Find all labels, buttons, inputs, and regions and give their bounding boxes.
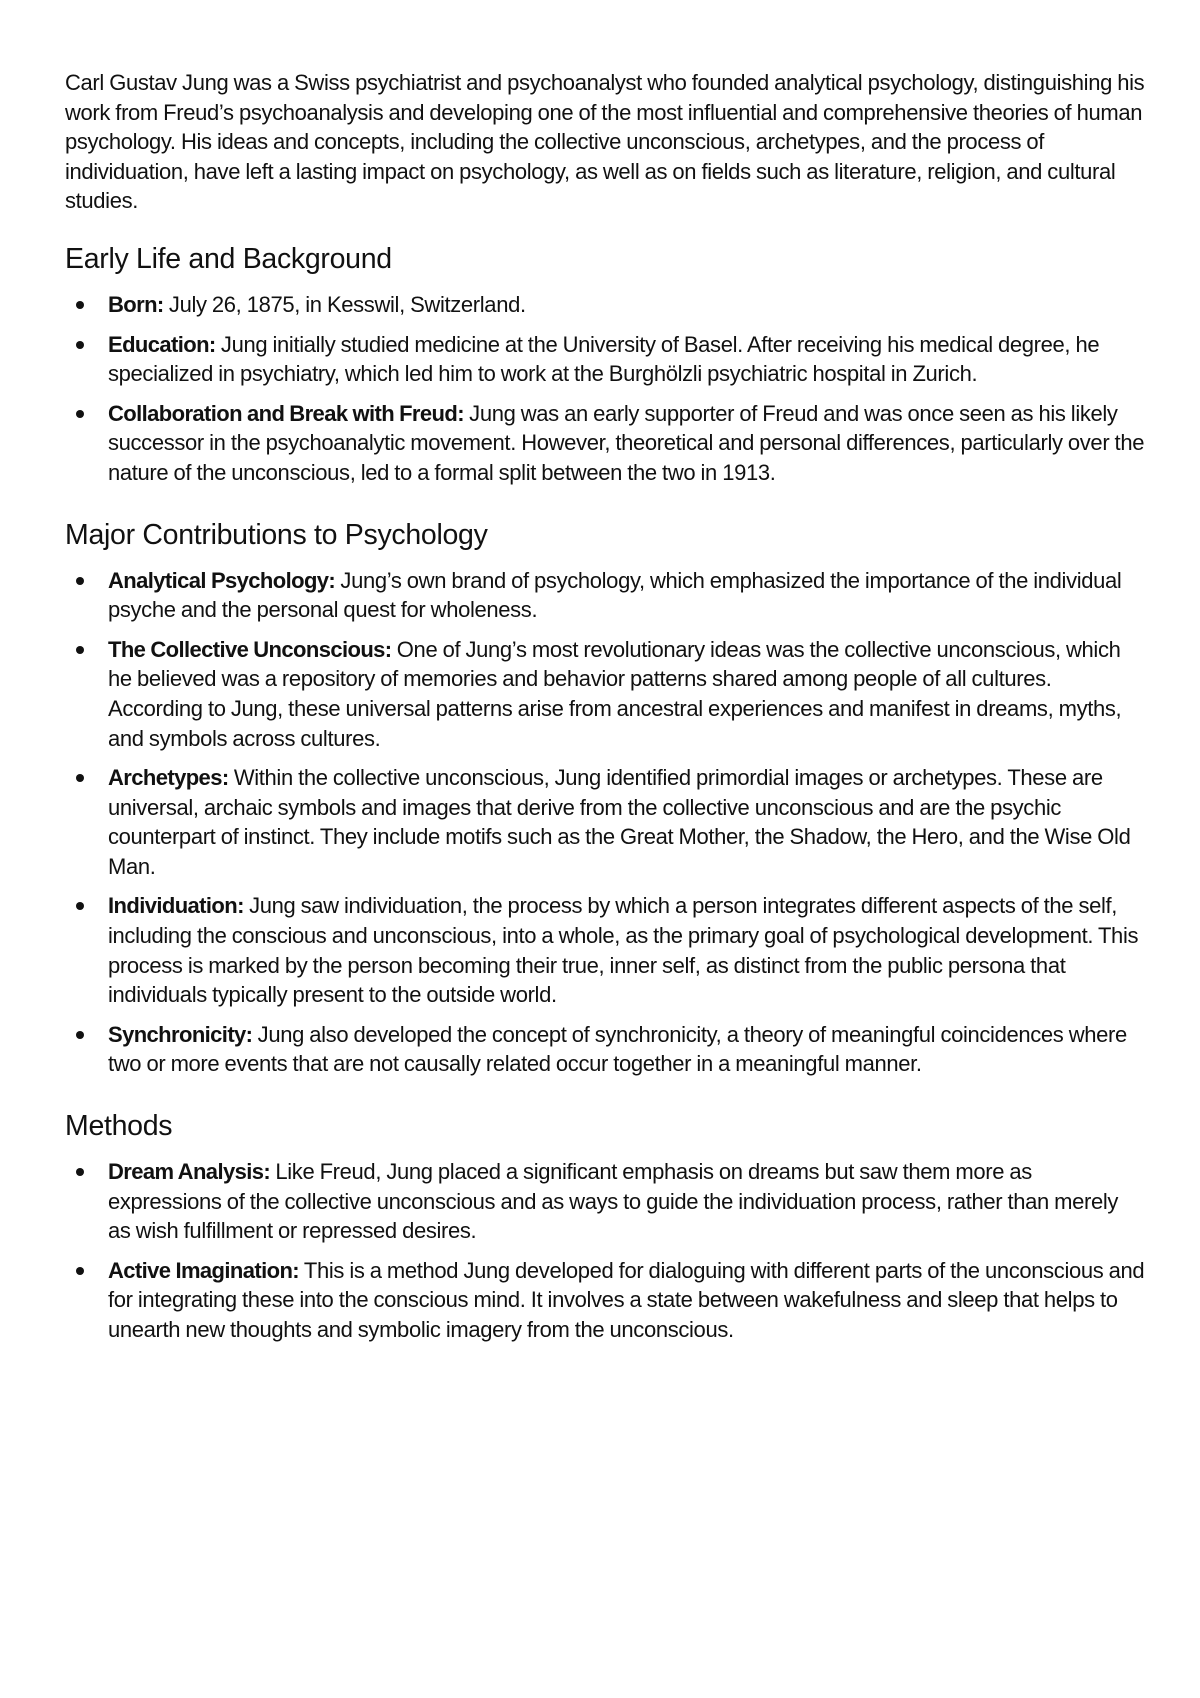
item-label: Active Imagination:	[108, 1257, 300, 1283]
methods-list	[65, 1157, 1145, 1345]
item-label: Individuation:	[108, 893, 244, 919]
bullet-icon	[76, 341, 84, 349]
list-item-education	[65, 330, 1145, 389]
item-text: Jung initially studied medicine at the University of Basel. After receiving his medical degree, he specialized in psychiatry, which led him to work at the Burghölzli psychiatric hospital in Zurich.	[108, 331, 1100, 387]
item-text: Jung was an early supporter of Freud and was once seen as his likely successor in the psychoanalytic movement. However, theoretical and personal differences, particularly over the nature of the unconscious, led to a formal split between the two in 1913.	[108, 400, 1145, 485]
list-item-analytical-psychology	[65, 566, 1145, 625]
early-life-list	[65, 290, 1145, 488]
item-text: Jung saw individuation, the process by which a person integrates different aspects of the self, including the conscious and unconscious, into a whole, as the primary goal of psychological development. This process is marked by the person becoming their true, inner self, as distinct from the public persona that individuals typically present to the outside world.	[108, 893, 1139, 1008]
item-label: Synchronicity:	[108, 1021, 253, 1047]
list-item-collective-unconscious	[65, 635, 1145, 753]
item-text: Like Freud, Jung placed a significant emphasis on dreams but saw them more as expressions of the collective unconscious and as ways to guide the individuation process, rather than merely as wish fulfillment or repressed desires.	[108, 1159, 1119, 1244]
bullet-icon	[76, 577, 84, 585]
bullet-icon	[76, 774, 84, 782]
intro-paragraph: Carl Gustav Jung was a Swiss psychiatrist and psychoanalyst who founded analytical psychology, distinguishing his work from Freud’s psychoanalysis and developing one of the most influential and comprehensive theories of human psychology. His ideas and concepts, including the collective unconscious, archetypes, and the process of individuation, have left a lasting impact on psychology, as well as on fields such as literature, religion, and cultural studies.	[65, 70, 1145, 214]
item-label: Dream Analysis:	[108, 1159, 271, 1185]
item-text: Jung’s own brand of psychology, which emphasized the importance of the individual psyche and the personal quest for wholeness.	[108, 567, 1122, 623]
section-heading-methods: Methods	[65, 1110, 173, 1143]
contributions-list	[65, 566, 1145, 1080]
list-item-dream-analysis	[65, 1157, 1145, 1246]
bullet-icon	[76, 410, 84, 418]
item-label: Education:	[108, 331, 216, 357]
bullet-icon	[76, 1031, 84, 1039]
item-text: July 26, 1875, in Kesswil, Switzerland.	[163, 291, 526, 317]
item-label: Archetypes:	[108, 765, 229, 791]
list-item-individuation	[65, 891, 1145, 1009]
bullet-icon	[76, 902, 84, 910]
section-heading-early-life: Early Life and Background	[65, 242, 392, 275]
section-heading-contributions: Major Contributions to Psychology	[65, 518, 488, 551]
list-item-synchronicity	[65, 1020, 1145, 1079]
list-item-born	[65, 290, 1145, 320]
bullet-icon	[76, 301, 84, 309]
list-item-archetypes	[65, 763, 1145, 881]
item-text: This is a method Jung developed for dialoguing with different parts of the unconscious and for integrating these into the conscious mind. It involves a state between wakefulness and sleep that helps to unearth new thoughts and symbolic imagery from the unconscious.	[108, 1257, 1145, 1342]
item-text: Within the collective unconscious, Jung identified primordial images or archetypes. These are universal, archaic symbols and images that derive from the collective unconscious and are the psychic counterpart of instinct. They include motifs such as the Great Mother, the Shadow, the Hero, and the Wise Old Man.	[108, 765, 1131, 879]
item-label: Born:	[108, 291, 164, 317]
bullet-icon	[76, 646, 84, 654]
bullet-icon	[76, 1267, 84, 1275]
bullet-icon	[76, 1168, 84, 1176]
item-text: One of Jung’s most revolutionary ideas was the collective unconscious, which he believed was a repository of memories and behavior patterns shared among people of all cultures. According to Jung, these universal patterns arise from ancestral experiences and manifest in dreams, myths, and symbols across cultures.	[108, 636, 1122, 751]
list-item-collaboration	[65, 399, 1145, 488]
item-text: Jung also developed the concept of synchronicity, a theory of meaningful coincidences where two or more events that are not causally related occur together in a meaningful manner.	[108, 1021, 1127, 1077]
document-page	[65, 68, 1145, 1345]
item-label: Analytical Psychology:	[108, 567, 336, 593]
item-label: Collaboration and Break with Freud:	[108, 400, 464, 426]
item-label: The Collective Unconscious:	[108, 636, 392, 662]
list-item-active-imagination	[65, 1256, 1145, 1345]
